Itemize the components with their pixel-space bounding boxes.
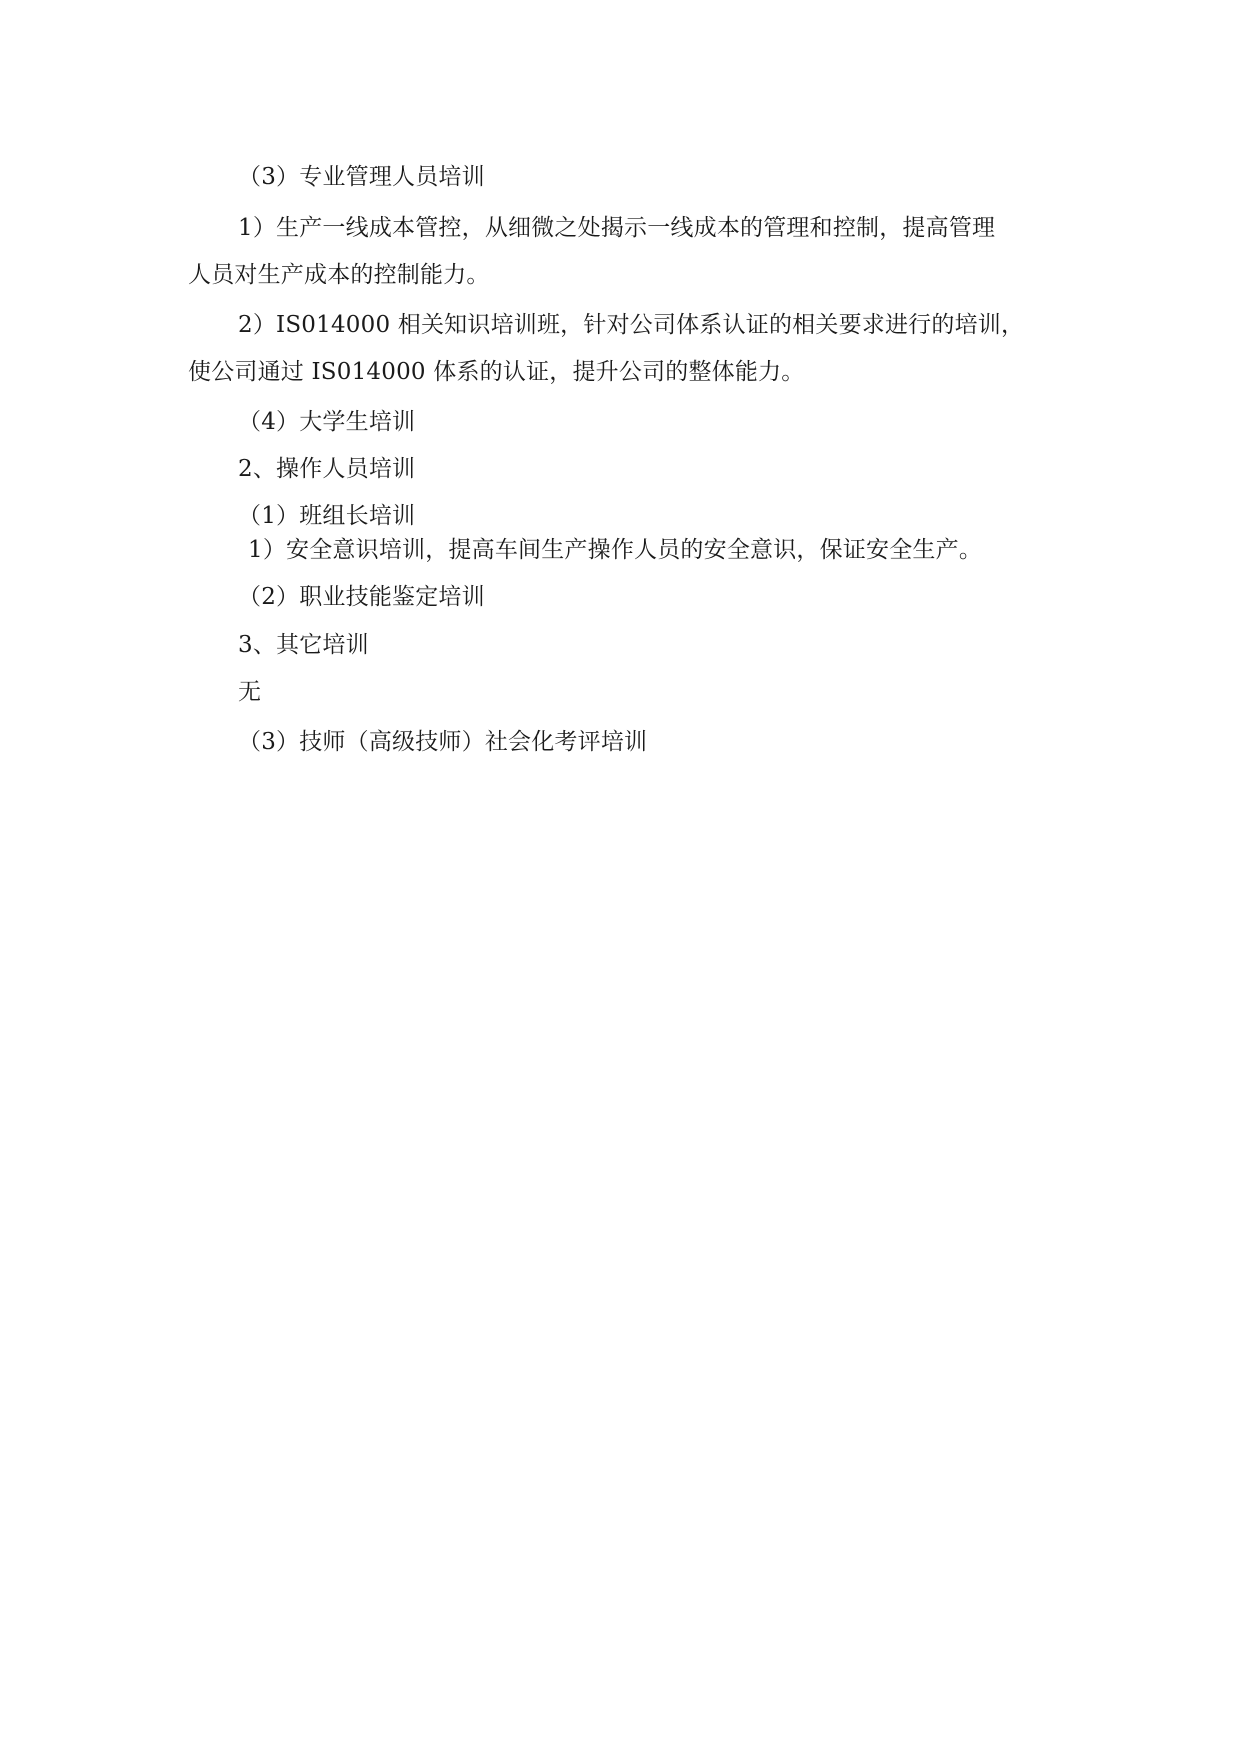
paragraph-line: 1）生产一线成本管控，从细微之处揭示一线成本的管理和控制，提高管理	[238, 215, 996, 241]
subsection-heading: （3）技师（高级技师）社会化考评培训	[238, 729, 648, 755]
paragraph-line: 2）IS014000 相关知识培训班，针对公司体系认证的相关要求进行的培训，	[238, 312, 1025, 338]
subsection-heading: （3）专业管理人员培训	[238, 164, 485, 190]
paragraph-line: 人员对生产成本的控制能力。	[188, 262, 490, 288]
paragraph-line: 使公司通过 IS014000 体系的认证，提升公司的整体能力。	[188, 359, 805, 385]
section-heading: 3、其它培训	[238, 632, 369, 658]
subsection-heading: （2）职业技能鉴定培训	[238, 584, 485, 610]
section-heading: 2、操作人员培训	[238, 456, 416, 482]
subsection-heading: （1）班组长培训	[238, 503, 416, 529]
subsection-heading: （4）大学生培训	[238, 409, 416, 435]
paragraph-line: 无	[238, 679, 262, 705]
paragraph-line: 1）安全意识培训，提高车间生产操作人员的安全意识，保证安全生产。	[248, 537, 983, 563]
